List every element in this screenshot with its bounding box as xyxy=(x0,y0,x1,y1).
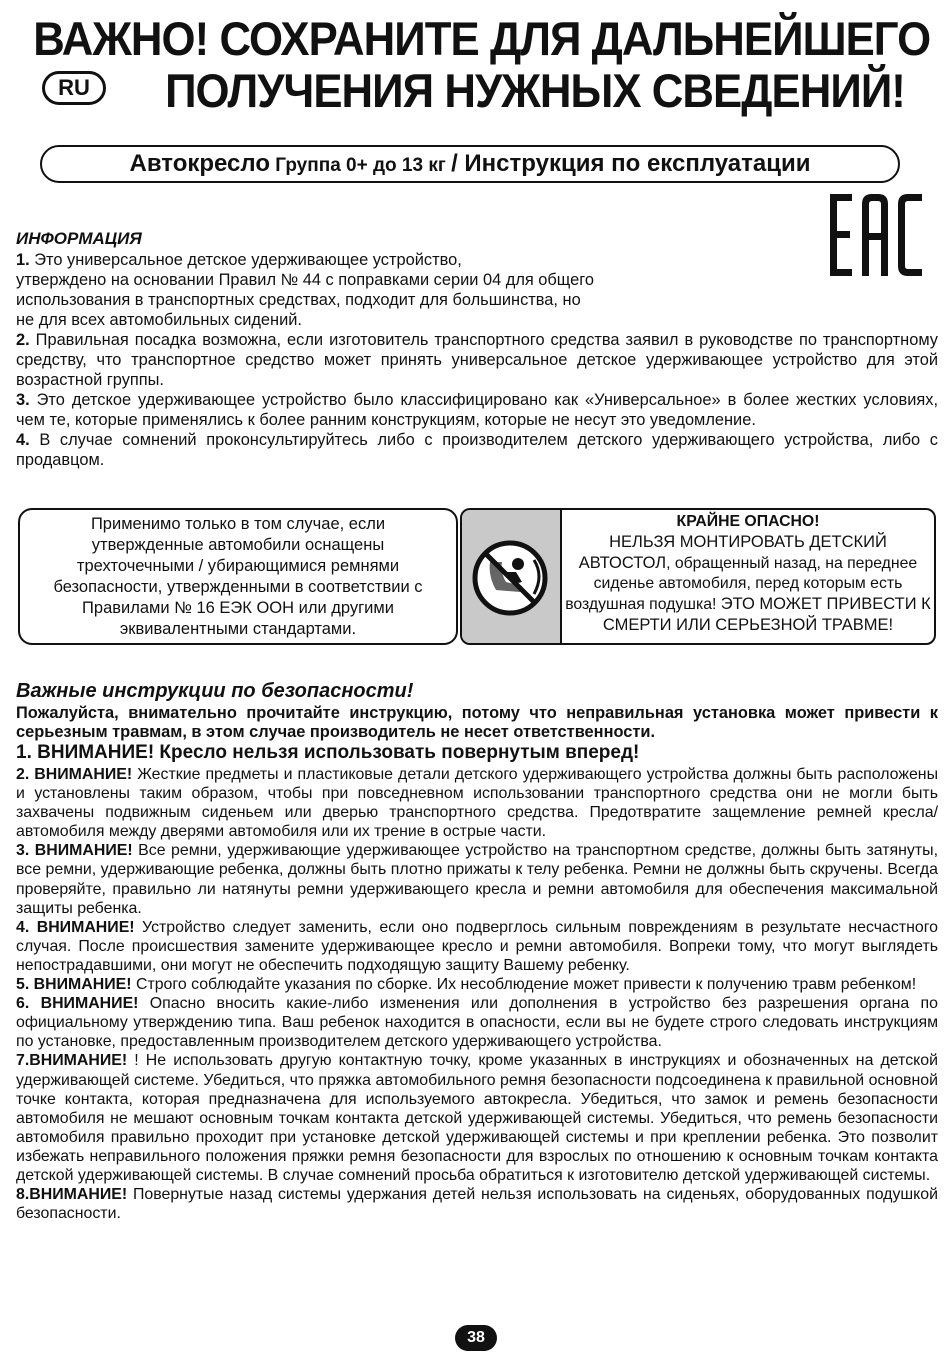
danger-line-a: НЕЛЬЗЯ МОНТИРОВАТЬ ДЕТСКИЙ АВТОСТОЛ xyxy=(578,533,887,572)
rule-2-text: Жесткие предметы и пластиковые детали детского удерживающего устройства должны быть расположены и установлены таким образом, чтобы при повседневном использовании транспортного средства они не могли быть захвачены подвижным сиденьем или дверью транспортного средства. Предотвратите защемление ремней кресла/автомобиля между дверями автомобиля или их трение в острые части. xyxy=(16,766,939,841)
rule-5-text: Строго соблюдайте указания по сборке. Их несоблюдение может привести к получению травм ребенком! xyxy=(131,976,917,994)
rule-7 xyxy=(16,1051,938,1185)
rule-2-label: 2. ВНИМАНИЕ! xyxy=(16,766,133,783)
rule-8-text: Повернутые назад системы удержания детей нельзя использовать на сиденьях, оборудованных подушкой безопасности. xyxy=(16,1186,938,1223)
info-item-3-number: 3. xyxy=(16,391,30,409)
info-heading: ИНФОРМАЦИЯ xyxy=(16,229,142,248)
info-item-3-text: Это детское удерживающее устройство было классифицировано как «Универсальное» в более жестких условиях, чем те, которые применялись к более ранним конструкциям, которые не несут это уведомление. xyxy=(16,391,938,429)
rule-7-label: 7.ВНИМАНИЕ! xyxy=(16,1052,128,1070)
product-banner xyxy=(40,145,900,183)
danger-box xyxy=(460,508,936,645)
page-number: 38 xyxy=(455,1325,497,1351)
banner-group: Группа 0+ до 13 кг xyxy=(270,155,452,176)
banner-product: Автокресло xyxy=(129,150,270,177)
rule-4-text: Устройство следует заменить, если оно подверглось сильным повреждениям в результате несчастного случая. После происшествия замените удерживающее кресло и ремни автомобиля. Вопреки тому, что могут выглядеть непострадавшими, они могут не обеспечить подходящую защиту Вашему ребенку. xyxy=(16,918,938,974)
rule-3-text: Все ремни, удерживающие удерживающее устройство на транспортном средстве, должны быть затянуты, все ремни, удерживающие ребенка, должны быть плотно прижаты к телу ребенка. Ремни не должны быть скручены. Всегда проверяйте, правильно ли натянуты ремни удерживающего кресла и ремни автомобиля для обеспечения максимальной защиты ребенка. xyxy=(16,842,938,917)
danger-text xyxy=(562,512,934,636)
info-item-1-number: 1. xyxy=(16,251,30,269)
info-item-2-number: 2. xyxy=(16,331,30,349)
rule-2 xyxy=(16,765,938,841)
info-item-4-text: В случае сомнений проконсультируйтесь либо с производителем детского удерживающего устройства, либо с продавцом. xyxy=(16,431,938,469)
info-item-4 xyxy=(16,430,938,470)
rule-4-label: 4. ВНИМАНИЕ! xyxy=(16,918,135,936)
rule-3 xyxy=(16,841,938,917)
rule-5-label: 5. ВНИМАНИЕ! xyxy=(16,976,132,994)
rule-4 xyxy=(16,918,938,975)
banner-manual: / Инструкция по експлуатации xyxy=(451,150,811,177)
info-item-1-text: Это универсальное детское удерживающее устройство, утверждено на основании Правил № 44 с поправками серии 04 для общего использования в транспортных средствах, подходит для большинства, но не для всех автомобильных сидений. xyxy=(16,251,594,329)
rule-5 xyxy=(16,975,938,994)
icon-panel xyxy=(462,510,562,643)
safety-section-title: Важные инструкции по безопасности! xyxy=(16,680,414,702)
info-item-4-number: 4. xyxy=(16,431,30,449)
applicability-box xyxy=(18,508,458,645)
danger-line-b: , обращенный назад, на переднее сиденье автомобиля, перед которым есть воздушная подушка! xyxy=(565,555,918,613)
eac-certification-logo xyxy=(828,192,924,278)
info-item-2-text: Правильная посадка возможна, если изготовитель транспортного средства заявил в руководстве по транспортному средству, что транспортное средство может принять универсальное детское удерживающее устройство для этой возрастной группы. xyxy=(16,331,938,389)
rule-6-label: 6. ВНИМАНИЕ! xyxy=(16,995,139,1013)
no-rear-facing-seat-airbag-icon xyxy=(462,510,560,643)
page-title-line-1: ВАЖНО! СОХРАНИТЕ ДЛЯ ДАЛЬНЕЙШЕГО xyxy=(33,12,931,65)
safety-intro: Пожалуйста, внимательно прочитайте инструкцию, потому что неправильная установка может привести к серьезным травмам, в этом случае производитель не несет ответственности. xyxy=(16,704,938,741)
danger-line-c: ЭТО МОЖЕТ ПРИВЕСТИ К СМЕРТИ ИЛИ СЕРЬЕЗНОЙ ТРАВМЕ! xyxy=(602,595,931,634)
rule-7-text: ! Не использовать другую контактную точку, кроме указанных в инструкциях и обозначенных на детской удерживающей системе. Убедиться, что пряжка автомобильного ремня безопасности подсоединена к правильной основной точке контакта, которая предназначена для используемого автокресла. Убедиться, что замок и ремень безопасности автомобиля не мешают основным точкам контакта детской удерживающей системы. Убедиться, что ремень безопасности автомобиля правильно проходит при установке детской удерживающей системы и при креплении ребенка. Это позволит избежать неправильного положения пряжки ремня безопасности для взрослых по отношению к основным точкам контакта детской удерживающей системы. В случае сомнений просьба обратиться к изготовителю детской удерживающей системы. xyxy=(16,1052,938,1184)
info-item-3 xyxy=(16,390,938,430)
safety-rules-list xyxy=(16,765,938,1223)
info-item-2 xyxy=(16,330,938,390)
rule-6-text: Опасно вносить какие-либо изменения или дополнения в устройство без разрешения органа по официальному утверждению типа. Ваш ребенок находится в опасности, если вы не будете строго следовать инструкциям по установке, предоставленным производителем детского удерживающего устройства. xyxy=(16,995,938,1051)
page-title-line-2: ПОЛУЧЕНИЯ НУЖНЫХ СВЕДЕНИЙ! xyxy=(165,64,905,117)
rule-8-label: 8.ВНИМАНИЕ! xyxy=(16,1186,128,1204)
rule-3-label: 3. ВНИМАНИЕ! xyxy=(16,842,133,860)
language-badge: RU xyxy=(42,71,106,105)
danger-body xyxy=(562,532,934,636)
warning-1: 1. ВНИМАНИЕ! Кресло нельзя использовать повернутым вперед! xyxy=(16,742,640,763)
info-item-1-first-lines xyxy=(16,250,596,330)
rule-8 xyxy=(16,1185,938,1223)
rule-6 xyxy=(16,994,938,1051)
danger-title: КРАЙНЕ ОПАСНО! xyxy=(676,513,820,530)
applicability-text: Применимо только в том случае, если утвержденные автомобили оснащены трехточечными / убирающимися ремнями безопасности, утвержденными в соответствии с Правилами № 16 ЕЭК ООН или другими эквивалентными стандартами. xyxy=(53,515,423,638)
